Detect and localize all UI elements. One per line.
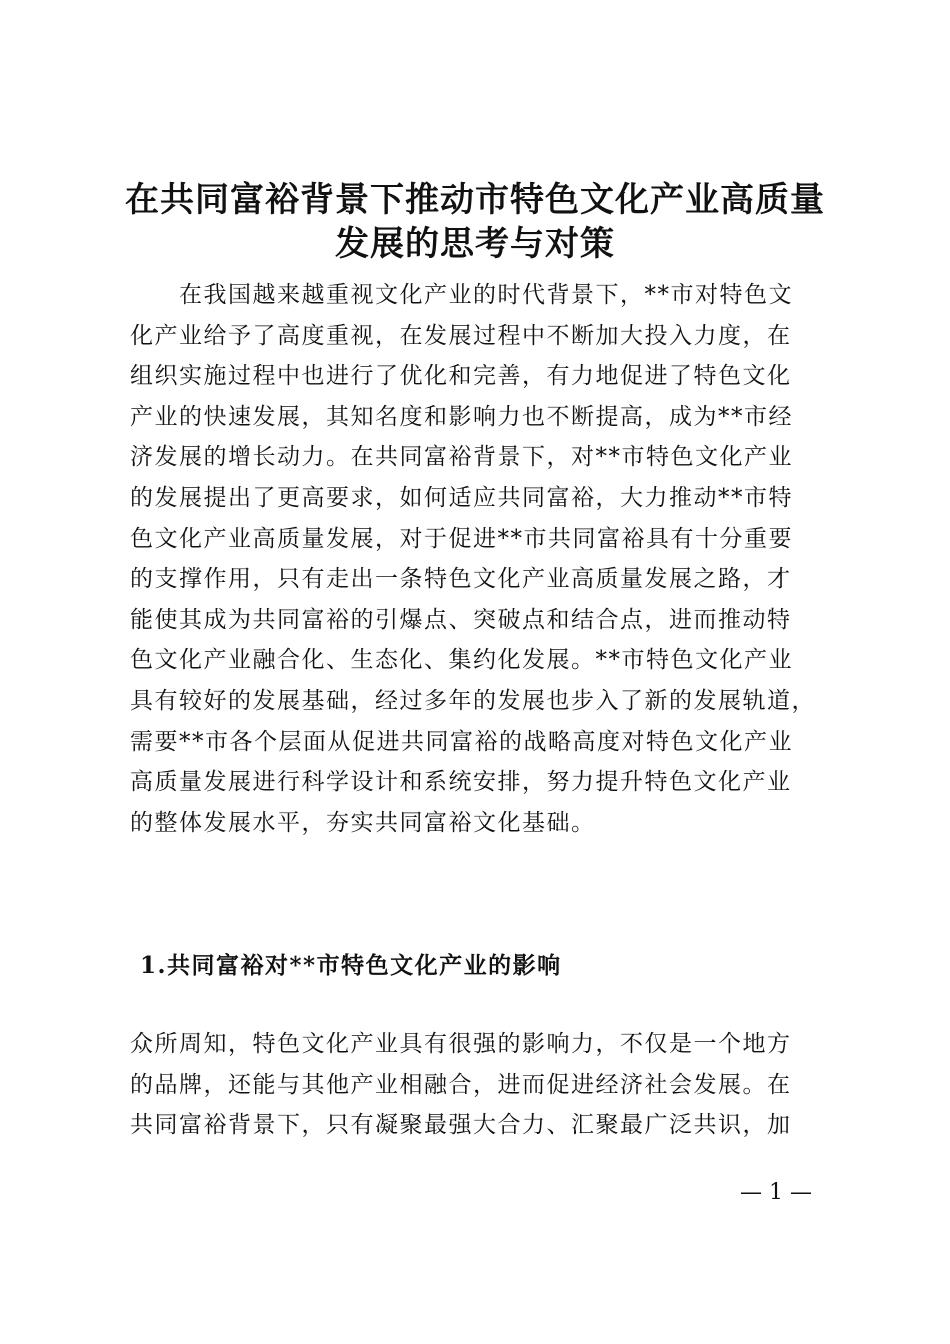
section-1-line: 的品牌，还能与其他产业相融合，进而促进经济社会发展。在 xyxy=(130,1071,792,1098)
document-title-line-1: 在共同富裕背景下推动市特色文化产业高质量 xyxy=(125,180,825,220)
intro-line: 色文化产业融合化、生态化、集约化发展。**市特色文化产业 xyxy=(130,647,793,674)
intro-line: 的发展提出了更高要求，如何适应共同富裕，大力推动**市特 xyxy=(130,484,793,511)
intro-line: 在我国越来越重视文化产业的时代背景下，**市对特色文 xyxy=(130,282,793,308)
section-1-paragraph xyxy=(130,1024,835,1146)
intro-line: 的支撑作用，只有走出一条特色文化产业高质量发展之路，才 xyxy=(130,566,792,593)
intro-line: 产业的快速发展，其知名度和影响力也不断提高，成为**市经 xyxy=(130,403,793,430)
section-1-line: 共同富裕背景下，只有凝聚最强大合力、汇聚最广泛共识，加 xyxy=(130,1112,792,1139)
section-1-line: 众所周知，特色文化产业具有很强的影响力，不仅是一个地方 xyxy=(130,1031,792,1057)
intro-line: 济发展的增长动力。在共同富裕背景下，对**市特色文化产业 xyxy=(130,444,793,471)
document-title-line-2: 发展的思考与对策 xyxy=(335,224,615,264)
page-number: — 1 — xyxy=(740,1180,812,1205)
section-1-heading: 1.共同富裕对**市特色文化产业的影响 xyxy=(140,952,562,979)
intro-line: 高质量发展进行科学设计和系统安排，努力提升特色文化产业 xyxy=(130,769,792,796)
intro-line: 的整体发展水平，夯实共同富裕文化基础。 xyxy=(130,809,596,836)
intro-line: 需要**市各个层面从促进共同富裕的战略高度对特色文化产业 xyxy=(130,728,793,755)
intro-line: 具有较好的发展基础，经过多年的发展也步入了新的发展轨道， xyxy=(130,687,816,714)
intro-line: 能使其成为共同富裕的引爆点、突破点和结合点，进而推动特 xyxy=(130,606,792,633)
intro-paragraph xyxy=(130,275,835,843)
intro-line: 色文化产业高质量发展，对于促进**市共同富裕具有十分重要 xyxy=(130,525,793,552)
intro-line: 组织实施过程中也进行了优化和完善，有力地促进了特色文化 xyxy=(130,363,792,390)
intro-line: 化产业给予了高度重视，在发展过程中不断加大投入力度，在 xyxy=(130,322,792,349)
